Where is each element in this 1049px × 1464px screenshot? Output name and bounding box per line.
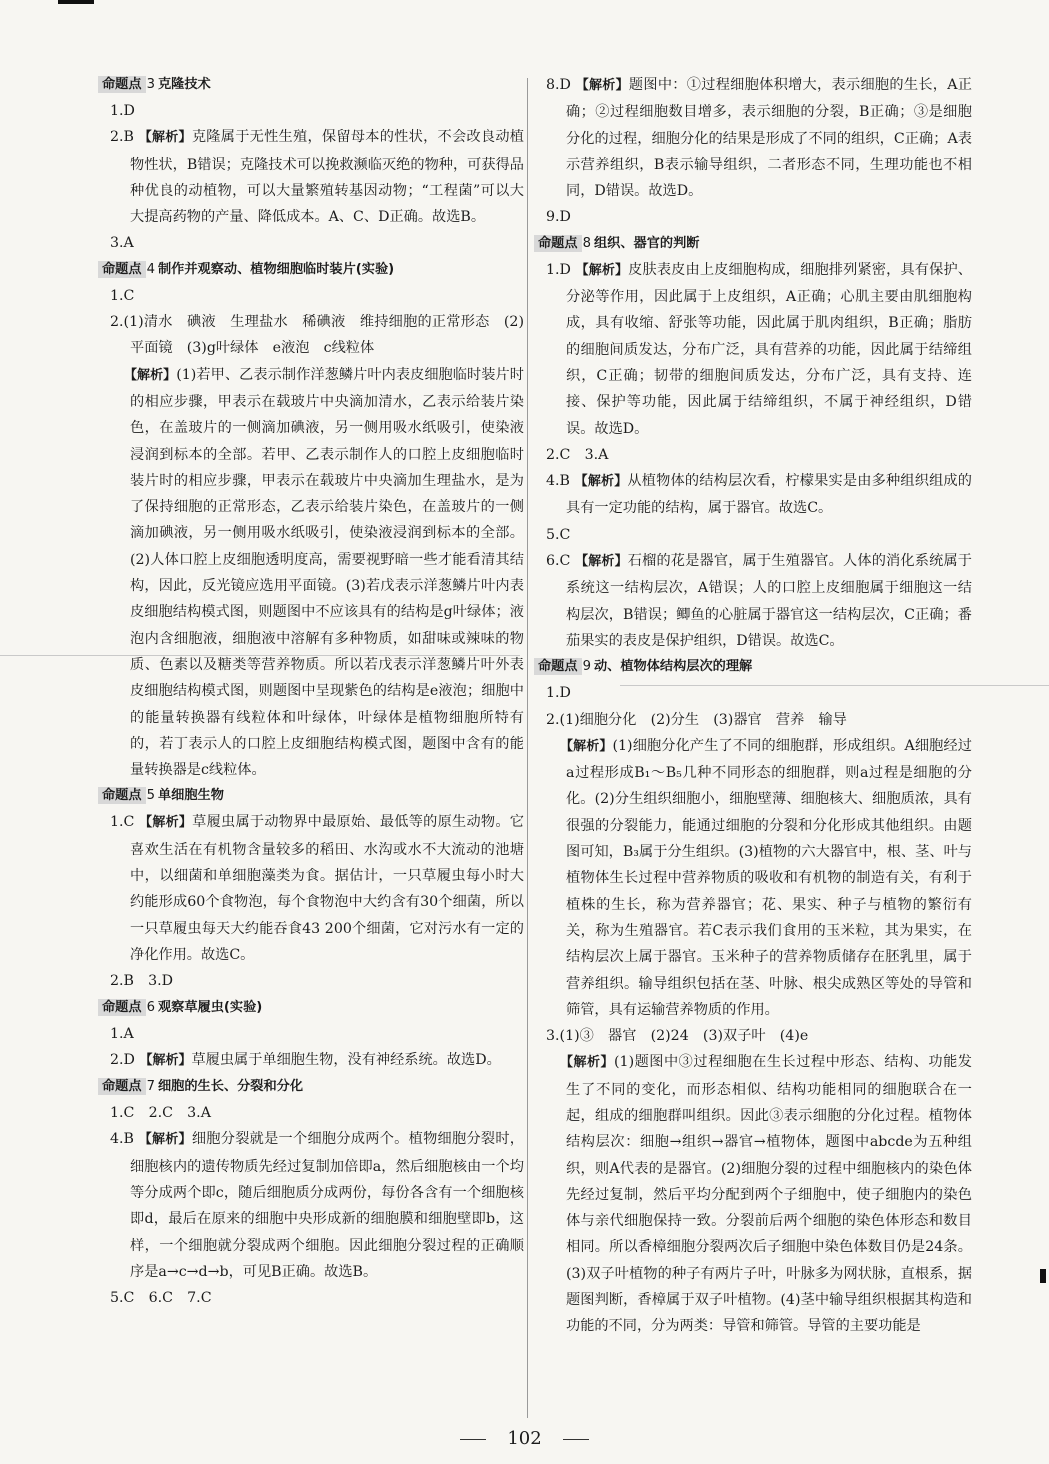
answer-lead: 1.D <box>546 261 571 278</box>
answer-lead: 8.D <box>546 77 571 93</box>
analysis-tag: 【解析】 <box>124 367 177 383</box>
right-column <box>540 72 972 1340</box>
analysis-tag: 【解析】 <box>560 738 613 754</box>
answer-item <box>104 283 524 309</box>
answer-item <box>104 968 524 994</box>
answer-item <box>104 98 524 124</box>
answer-lead: 2.B <box>110 129 134 146</box>
answer-lead: 1.D <box>110 103 135 119</box>
topic-heading <box>98 258 524 281</box>
answer-text: (1)清水 碘液 生理盐水 稀碘液 维持细胞的正常形态 (2)平面镜 (3)g叶绿体 e液泡 c线粒体 <box>123 314 524 357</box>
answer-item <box>104 1126 524 1285</box>
answer-item <box>540 680 972 706</box>
answer-text: 草履虫属于动物界中最原始、最低等的原生动物。它喜欢生活在有机物含量较多的稻田、水沟或水不大流动的池塘中，以细菌和单细胞藻类为食。据估计，一只草履虫每小时大约能形成60个食物泡，每个食物泡中大约含有30个细菌，所以一只草履虫每天大约能吞食43 200个细菌，它对污水有一定的净化作用。故选C。 <box>130 814 524 963</box>
answer-lead: 6.C <box>546 553 571 570</box>
answer-item <box>540 1023 972 1049</box>
answer-text: 细胞分裂就是一个细胞分成两个。植物细胞分裂时，细胞核内的遗传物质先经过复制加倍即a，然后细胞核由一个均等分成两个即c，随后细胞质分成两份，每份各含有一个细胞核即d，最后在原来的细胞中央形成新的细胞膜和细胞壁即b，这样，一个细胞就分裂成两个细胞。因此细胞分裂过程的正确顺序是a→c→d→b，可见B正确。故选B。 <box>130 1131 524 1280</box>
answer-lead: 2. <box>546 711 560 728</box>
answer-item <box>540 72 972 204</box>
page-footer <box>0 1428 1049 1449</box>
answer-text: 石榴的花是器官，属于生殖器官。人体的消化系统属于系统这一结构层次，A错误；人的口腔上皮细胞属于细胞这一结构层次，B错误；鲫鱼的心脏属于器官这一结构层次，C正确；番茄果实的表皮是保护组织，D错误。故选C。 <box>566 553 972 649</box>
answer-item <box>540 204 972 230</box>
topic-heading <box>98 73 524 96</box>
explanation <box>540 1049 972 1339</box>
topic-title: 制作并观察动、植物细胞临时装片(实验) <box>157 261 395 277</box>
topic-badge: 命题点 <box>534 235 582 252</box>
answer-lead: 3. <box>546 1028 560 1045</box>
side-mark <box>1040 1269 1046 1283</box>
answer-text: (1)若甲、乙表示制作洋葱鳞片叶内表皮细胞临时装片时的相应步骤，甲表示在载玻片中央滴加清水，乙表示给装片染色，在盖玻片的一侧滴加碘液，另一侧用吸水纸吸引，使染液浸润到标本的全部。若甲、乙表示制作人的口腔上皮细胞临时装片时的相应步骤，甲表示在载玻片中央滴加生理盐水，是为了保持细胞的正常形态，乙表示给装片染色，在盖玻片的一侧滴加碘液，另一侧用吸水纸吸引，使染液浸润到标本的全部。(2)人体口腔上皮细胞透明度高，需要视野暗一些才能看清其结构，因此，反光镜应选用平面镜。(3)若戊表示洋葱鳞片叶内表皮细胞结构模式图，则题图中不应该具有的结构是g叶绿体；液泡内含细胞液，细胞液中溶解有多种物质，如甜味或辣味的物质、色素以及糖类等营养物质。所以若戊表示洋葱鳞片叶外表皮细胞结构模式图，则题图中呈现紫色的结构是e液泡；细胞中的能量转换器有线粒体和叶绿体，叶绿体是植物细胞所特有的，若丁表示人的口腔上皮细胞结构模式图，题图中含有的能量转换器是c线粒体。 <box>130 366 524 779</box>
answer-item <box>104 309 524 362</box>
analysis-tag: 【解析】 <box>560 1055 615 1071</box>
topic-title: 单细胞生物 <box>157 788 224 804</box>
answer-text: 克隆属于无性生殖，保留母本的性状，不会改良动植物性状，B错误；克隆技术可以挽救濒临灭绝的物种，可获得品种优良的动植物，可以大量繁殖转基因动物；“工程菌”可以大大提高药物的产量、降低成本。A、C、D正确。故选B。 <box>130 129 524 226</box>
answer-lead: 3.A <box>110 235 134 252</box>
topic-badge: 命题点 <box>534 658 582 675</box>
answer-text: (1)③ 器官 (2)24 (3)双子叶 (4)e <box>559 1028 809 1045</box>
answer-lead: 1.C <box>110 814 135 831</box>
topic-title: 组织、器官的判断 <box>593 235 700 251</box>
answer-text: 题图中：①过程细胞体积增大，表示细胞的生长，A正确；②过程细胞数目增多，表示细胞的分裂，B正确；③是细胞分化的过程，细胞分化的结果是形成了不同的组织，C正确；A表示营养组织，B表示输导组织，二者形态不同，生理功能也不相同，D错误。故选D。 <box>566 77 972 200</box>
answer-item <box>104 1047 524 1074</box>
analysis-tag: 【解析】 <box>575 262 629 278</box>
analysis-tag: 【解析】 <box>138 1132 192 1148</box>
answer-item <box>540 468 972 522</box>
topic-heading <box>98 996 524 1019</box>
answer-text: (1)细胞分化 (2)分生 (3)器官 营养 输导 <box>559 711 847 728</box>
topic-number: 4 <box>146 261 155 277</box>
topic-number: 3 <box>146 77 155 92</box>
analysis-tag: 【解析】 <box>575 78 629 93</box>
footer-dash-left <box>460 1439 486 1440</box>
answer-item <box>540 442 972 468</box>
topic-badge: 命题点 <box>98 787 146 804</box>
topic-title: 观察草履虫(实验) <box>157 999 263 1015</box>
answer-item <box>104 809 524 968</box>
analysis-tag: 【解析】 <box>138 130 192 146</box>
answer-item <box>104 124 524 230</box>
analysis-tag: 【解析】 <box>574 474 628 490</box>
answer-item <box>540 522 972 548</box>
topic-badge: 命题点 <box>98 1078 146 1095</box>
answer-text: (1)题图中③过程细胞在生长过程中形态、结构、功能发生了不同的变化，而形态相似、结构功能相同的细胞联合在一起，组成的细胞群叫组织。因此③表示细胞的分化过程。植物体结构层次：细胞→组织→器官→植物体，题图中abcde为五种组织，则A代表的是器官。(2)细胞分裂的过程中细胞核内的染色体先经过复制，然后平均分配到两个子细胞中，使子细胞内的染色体与亲代细胞保持一致。分裂前后两个细胞的染色体形态和数目相同。所以香樟细胞分裂两次后子细胞中染色体数目仍是24条。(3)双子叶植物的种子有两片子叶，叶脉多为网状脉，直根系，据题图判断，香樟属于双子叶植物。(4)茎中输导组织根据其构造和功能的不同，分为两类：导管和筛管。导管的主要功能是 <box>566 1054 972 1335</box>
answer-item <box>540 548 972 654</box>
answer-item <box>540 707 972 733</box>
answer-item <box>540 257 972 442</box>
topic-number: 7 <box>146 1079 155 1095</box>
answer-text: 从植物体的结构层次看，柠檬果实是由多种组织组成的具有一定功能的结构，属于器官。故选C。 <box>566 473 972 517</box>
topic-number: 8 <box>582 235 591 251</box>
topic-number: 5 <box>146 788 155 804</box>
answer-lead: 2.D <box>110 1051 135 1068</box>
answer-lead: 4.B <box>546 473 570 490</box>
analysis-tag: 【解析】 <box>139 1052 192 1068</box>
explanation <box>104 362 524 784</box>
topic-title: 动、植物体结构层次的理解 <box>593 659 753 675</box>
answer-text: 皮肤表皮由上皮细胞构成，细胞排列紧密，具有保护、分泌等作用，因此属于上皮组织，A正确；心肌主要由肌细胞构成，具有收缩、舒张等功能，因此属于肌肉组织，B正确；脂肪的细胞间质发达，分布广泛，具有营养的功能，因此属于结缔组织，C正确；韧带的细胞间质发达，分布广泛，具有支持、连接、保护等功能，因此属于结缔组织，不属于神经组织，D错误。故选D。 <box>566 261 972 437</box>
topic-number: 6 <box>146 999 155 1015</box>
explanation <box>540 733 972 1023</box>
answer-lead: 9.D <box>546 209 571 226</box>
answer-lead: 4.B <box>110 1131 134 1148</box>
analysis-tag: 【解析】 <box>139 815 193 831</box>
topic-badge: 命题点 <box>98 999 146 1016</box>
answer-lead: 5.C <box>546 526 571 543</box>
topic-heading <box>98 784 524 807</box>
answer-item <box>104 1100 524 1126</box>
answer-lead: 1.C <box>110 287 135 304</box>
topic-number: 9 <box>582 659 591 675</box>
answer-lead: 2.B 3.D <box>110 973 174 990</box>
answer-lead: 2.C 3.A <box>546 446 609 463</box>
left-column <box>104 72 524 1311</box>
answer-lead: 1.C 2.C 3.A <box>110 1105 211 1122</box>
topic-heading <box>534 655 972 678</box>
analysis-tag: 【解析】 <box>575 554 628 570</box>
topic-title: 克隆技术 <box>157 77 211 92</box>
topic-heading <box>98 1075 524 1098</box>
topic-title: 细胞的生长、分裂和分化 <box>157 1079 304 1095</box>
topic-heading <box>534 232 972 255</box>
topic-badge: 命题点 <box>98 261 146 278</box>
answer-item <box>104 1285 524 1311</box>
answer-lead: 1.A <box>110 1025 134 1042</box>
answer-item <box>104 230 524 256</box>
answer-lead: 5.C 6.C 7.C <box>110 1290 212 1307</box>
answer-text: 草履虫属于单细胞生物，没有神经系统。故选D。 <box>191 1051 501 1068</box>
answer-text: (1)细胞分化产生了不同的细胞群，形成组织。A细胞经过a过程形成B₁～B₅几种不同形态的细胞群，则a过程是细胞的分化。(2)分生组织细胞小，细胞壁薄、细胞核大、细胞质浓，具有很强的分裂能力，能通过细胞的分裂和分化形成其他组织。由题图可知，B₃属于分生组织。(3)植物的六大器官中，根、茎、叶与植物体生长过程中营养物质的吸收和有机物的制造有关，有利于植株的生长，称为营养器官；花、果实、种子与植物的繁衍有关，称为生殖器官。若C表示我们食用的玉米粒，其为果实，在结构层次上属于器官。玉米种子的营养物质储存在胚乳里，属于营养组织。输导组织包括在茎、叶脉、根尖成熟区等处的导管和筛管，具有运输营养物质的作用。 <box>566 737 972 1018</box>
answer-lead: 2. <box>110 314 124 331</box>
answer-item <box>104 1021 524 1047</box>
answer-lead: 1.D <box>546 685 571 702</box>
page-number: 102 <box>507 1428 542 1449</box>
footer-dash-right <box>563 1439 589 1440</box>
topic-badge: 命题点 <box>98 76 146 93</box>
page-corner-mark <box>58 0 94 4</box>
column-divider <box>527 78 528 1418</box>
